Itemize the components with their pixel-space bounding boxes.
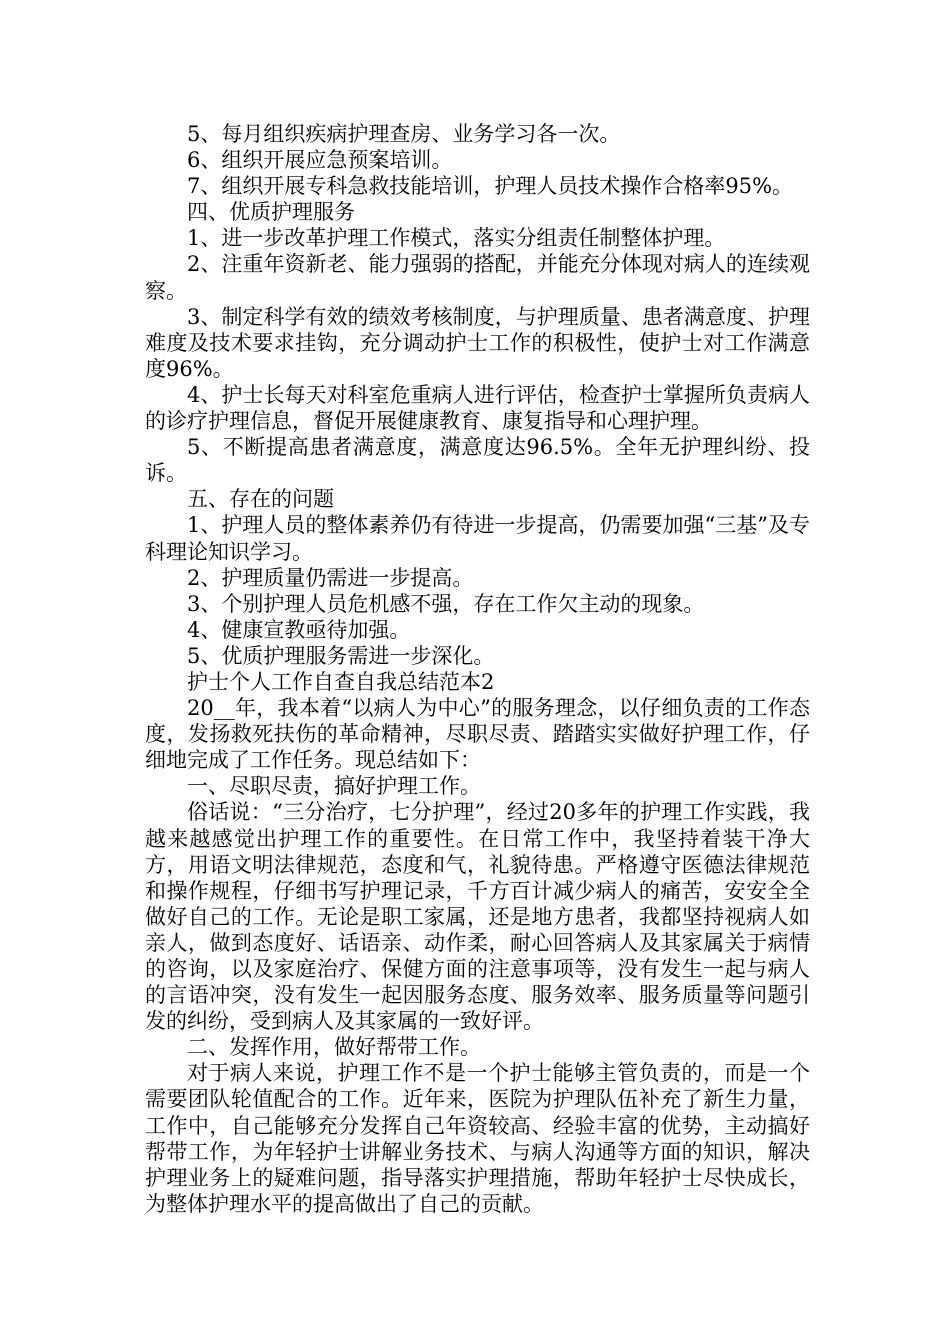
document-title-sample-2: 护士个人工作自查自我总结范本2 [187, 669, 495, 694]
list-item-reform-model: 1、进一步改革护理工作模式，落实分组责任制整体护理。 [187, 226, 726, 251]
list-item-staff-pairing: 2、注重年资新老、能力强弱的搭配，并能充分体现对病人的连续观察。 [145, 252, 810, 303]
list-item-skills-training: 7、组织开展专科急救技能培训，护理人员技术操作合格率95%。 [187, 174, 794, 199]
list-item-deepen-service: 5、优质护理服务需进一步深化。 [187, 643, 495, 668]
body-paragraph-duties: 俗话说：“三分治疗，七分护理”，经过20多年的护理工作实践，我越来越感觉出护理工作的重要性。在日常工作中，我坚持着装干净大方，用语文明法律规范，态度和气，礼貌待患。严格遵守医德法律规范和操作规程，仔细书写护理记录，千方百计减少病人的痛苦，安安全全做好自己的工作。无论是职工家属，还是地方患者，我都坚持视病人如亲人，做到态度好、话语亲、动作柔，耐心回答病人及其家属关于病情的咨询，以及家庭治疗、保健方面的注意事项等，没有发生一起与病人的言语冲突，没有发生一起因服务态度、服务效率、服务质量等问题引发的纠纷，受到病人及其家属的一致好评。 [145, 800, 810, 1034]
section-heading-mentoring: 二、发挥作用，做好帮带工作。 [187, 1035, 481, 1060]
list-item-nursing-quality: 2、护理质量仍需进一步提高。 [187, 565, 474, 590]
body-paragraph-mentoring: 对于病人来说，护理工作不是一个护士能够主管负责的，而是一个需要团队轮值配合的工作。近年来，医院为护理队伍补充了新生力量，工作中，自己能够充分发挥自己年资较高、经验丰富的优势，主动搞好帮带工作，为年轻护士讲解业务技术、与病人沟通等方面的知识，解决护理业务上的疑难问题，指导落实护理措施，帮助年轻护士尽快成长，为整体护理水平的提高做出了自己的贡献。 [145, 1061, 810, 1216]
list-item-overall-quality: 1、护理人员的整体素养仍有待进一步提高，仍需要加强“三基”及专科理论知识学习。 [145, 513, 810, 564]
list-item-health-education: 4、健康宣教亟待加强。 [187, 617, 411, 642]
section-heading-quality-service: 四、优质护理服务 [187, 200, 355, 225]
intro-paragraph: 20__年，我本着“以病人为中心”的服务理念，以仔细负责的工作态度，发扬救死扶伤的革命精神，尽职尽责、踏踏实实做好护理工作，仔细地完成了工作任务。现总结如下： [145, 696, 810, 773]
list-item-crisis-awareness: 3、个别护理人员危机感不强，存在工作欠主动的现象。 [187, 591, 705, 616]
list-item-performance-system: 3、制定科学有效的绩效考核制度，与护理质量、患者满意度、护理难度及技术要求挂钩，充分调动护士工作的积极性，使护士对工作满意度96%。 [145, 304, 810, 381]
list-item-monthly-rounds: 5、每月组织疾病护理查房、业务学习各一次。 [187, 122, 621, 146]
list-item-satisfaction: 5、不断提高患者满意度，满意度达96.5%。全年无护理纠纷、投诉。 [145, 435, 810, 486]
list-item-head-nurse-evaluation: 4、护士长每天对科室危重病人进行评估，检查护士掌握所负责病人的诊疗护理信息，督促开展健康教育、康复指导和心理护理。 [145, 382, 810, 434]
list-item-emergency-training: 6、组织开展应急预案培训。 [187, 148, 453, 173]
document-page [145, 121, 810, 1217]
section-heading-duties: 一、尽职尽责，搞好护理工作。 [187, 774, 481, 799]
section-heading-problems: 五、存在的问题 [187, 487, 334, 512]
